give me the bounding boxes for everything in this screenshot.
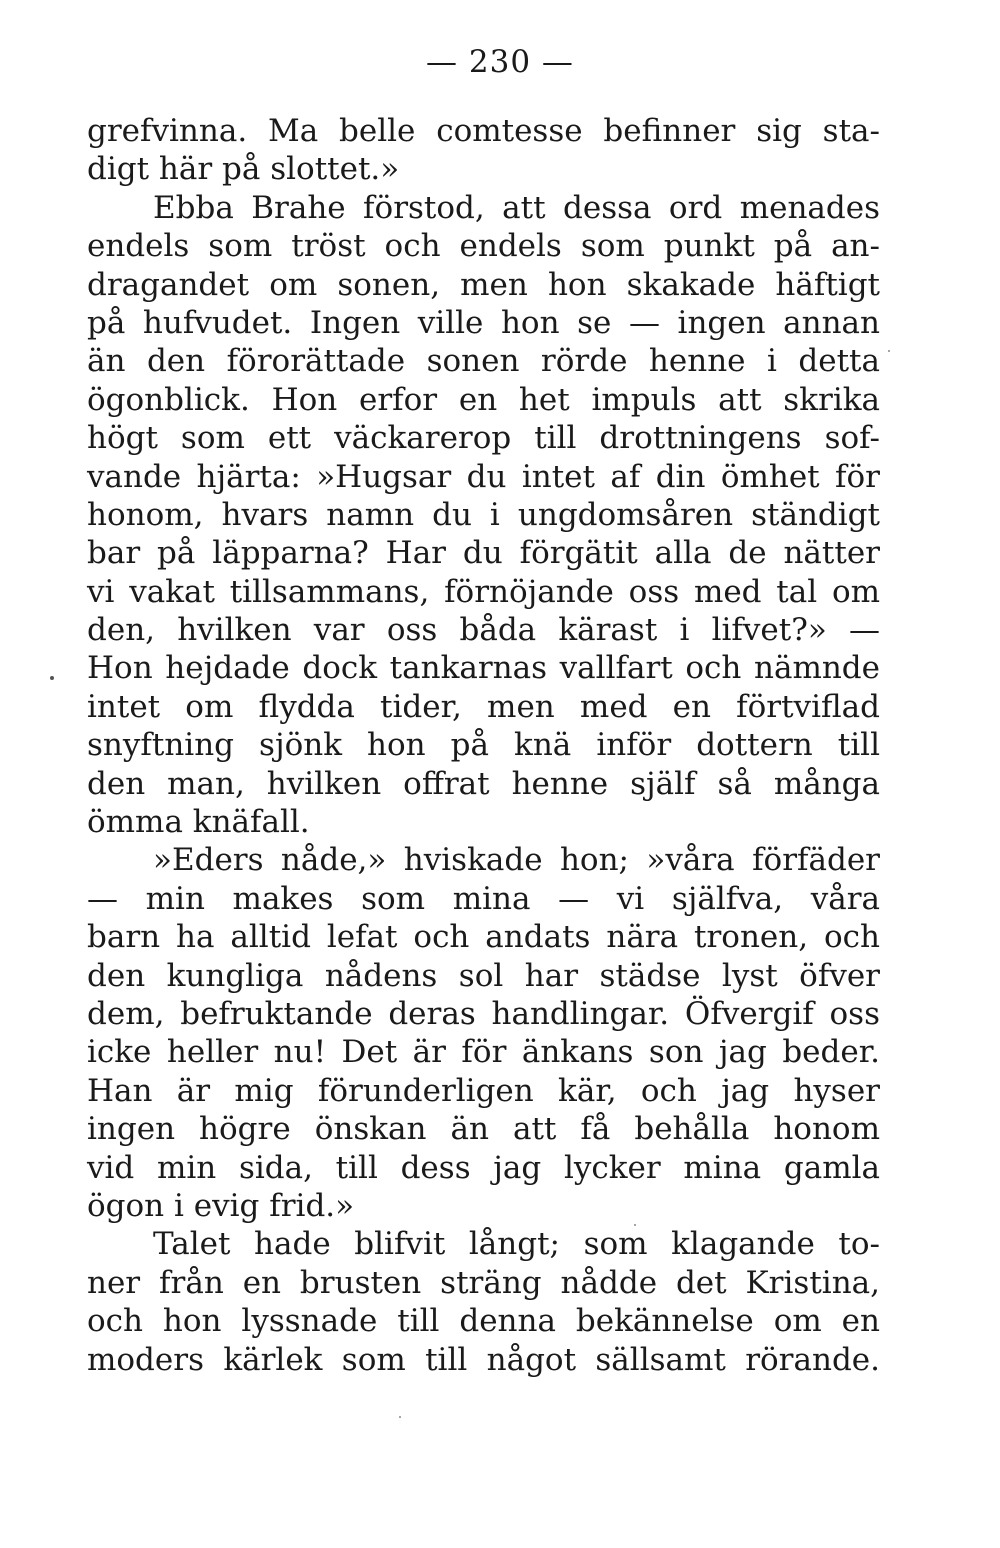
- text-line: vi vakat tillsammans, förnöjande oss med tal om: [87, 573, 880, 610]
- text-line: vande hjärta: »Hugsar du intet af din ömhet för: [87, 458, 880, 495]
- text-line: grefvinna. Ma belle comtesse befinner sig sta-: [87, 113, 880, 149]
- text-line: ömma knäfall.: [87, 804, 310, 841]
- text-line: — min makes som mina — vi själfva, våra: [87, 880, 880, 917]
- text-line: Talet hade blifvit långt; som klagande to-: [153, 1226, 880, 1263]
- text-line: endels som tröst och endels som punkt på an-: [87, 228, 880, 265]
- text-line: Hon hejdade dock tankarnas vallfart och nämnde: [87, 650, 880, 687]
- body-text: [87, 112, 880, 1379]
- page-number: — 230 —: [426, 44, 574, 80]
- text-line: dem, befruktande deras handlingar. Öfvergif oss: [87, 995, 880, 1032]
- text-line: intet om flydda tider, men med en förtviflad: [87, 688, 880, 725]
- text-line: än den förorättade sonen rörde henne i detta: [87, 343, 880, 380]
- margin-mark: [50, 676, 54, 680]
- text-line: ingen högre önskan än att få behålla honom: [87, 1111, 880, 1148]
- text-line: ögonblick. Hon erfor en het impuls att skrika: [87, 381, 880, 418]
- text-line: »Eders nåde,» hviskade hon; »våra förfäder: [153, 842, 880, 879]
- paper-speck: [399, 1416, 401, 1418]
- text-line: och hon lyssnade till denna bekännelse om en: [87, 1303, 880, 1340]
- text-line: den kungliga nådens sol har städse lyst öfver: [87, 957, 880, 994]
- text-line: bar på läpparna? Har du förgätit alla de nätter: [87, 535, 880, 572]
- text-line: vid min sida, till dess jag lycker mina gamla: [87, 1149, 880, 1186]
- text-line: den, hvilken var oss båda kärast i lifvet?» —: [87, 612, 880, 649]
- text-line: snyftning sjönk hon på knä inför dottern till: [87, 727, 880, 764]
- text-line: den man, hvilken offrat henne själf så många: [87, 765, 880, 802]
- text-line: högt som ett väckarerop till drottningens sof-: [87, 420, 880, 457]
- text-line: honom, hvars namn du i ungdomsåren ständigt: [87, 496, 880, 533]
- text-line: barn ha alltid lefat och andats nära tronen, och: [87, 919, 880, 956]
- text-line: digt här på slottet.»: [87, 151, 400, 188]
- text-line: Ebba Brahe förstod, att dessa ord menades: [153, 189, 880, 226]
- text-line: icke heller nu! Det är för änkans son jag beder.: [87, 1034, 880, 1071]
- text-line: på hufvudet. Ingen ville hon se — ingen annan: [87, 304, 880, 341]
- paper-speck: [634, 1224, 636, 1226]
- paper-speck: [888, 350, 890, 352]
- text-line: ögon i evig frid.»: [87, 1187, 355, 1224]
- text-line: moders kärlek som till något sällsamt rörande.: [87, 1341, 880, 1378]
- text-line: ner från en brusten sträng nådde det Kristina,: [87, 1264, 880, 1301]
- text-line: Han är mig förunderligen kär, och jag hyser: [87, 1072, 880, 1109]
- text-line: dragandet om sonen, men hon skakade häftigt: [87, 266, 880, 303]
